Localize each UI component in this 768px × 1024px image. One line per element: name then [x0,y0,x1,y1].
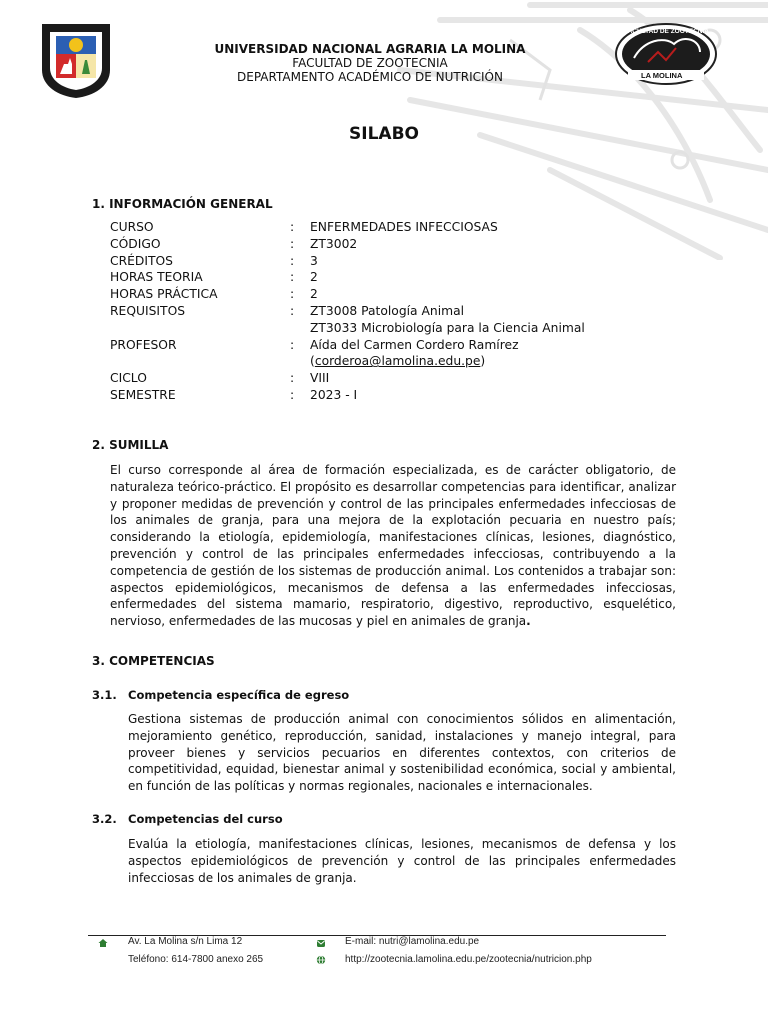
competencia-egreso-paragraph: Gestiona sistemas de producción animal con conocimientos sólidos en alimentación, mejoramiento genético, reproducción, sanidad, instalaciones y manejo integral, para proveer bienes y servicios pecuarios en diferentes contextos, con criterios de competitividad, equidad, bienestar animal y sostenibilidad económica, social y ambiental, en función de las políticas y normas regionales, nacionales e internacionales. [128,712,676,794]
info-value: ZT3033 Microbiología para la Ciencia Animal [310,320,585,335]
info-label: SEMESTRE [110,387,176,402]
info-value: 2 [310,287,318,302]
colon: : [290,387,295,402]
colon: : [290,371,295,386]
mail-icon [316,938,326,948]
info-label: PROFESOR [110,337,177,352]
faculty-name: FACULTAD DE ZOOTECNIA [292,56,448,70]
subsection-3-1-title: Competencia específica de egreso [128,688,350,702]
footer-phone: Teléfono: 614-7800 anexo 265 [128,954,264,965]
colon: : [290,236,295,251]
department-name: DEPARTAMENTO ACADÉMICO DE NUTRICIÓN [237,70,503,84]
colon: : [290,287,295,302]
info-value: ZT3008 Patología Animal [310,303,465,318]
info-label: CRÉDITOS [110,253,173,268]
sumilla-text: El curso corresponde al área de formación especializada, es de carácter obligatorio, de naturaleza teórico-práctico. El propósito es desarrollar competencias para identificar, analizar y proponer medidas de prevención y control de las principales enfermedades infecciosas de los animales de granja, para una mejora de la explotación pecuaria en nuestro país; considerando la etiología, epidemiología, manifestaciones clínicas, lesiones, diagnóstico, prevención y control de las principales enfermedades infecciosas, contribuyendo a la competencia de gestión de los sistemas de producción animal. Los contenidos a trabajar son: aspectos epidemiológicos, mecanismos de defensa a las enfermedades infecciosas, enfermedades del sistema mamario, respiratorio, digestivo, reproductivo, esquelético, nervioso, enfermedades de las mucosas y piel en animales de granja [110,463,676,629]
section-2-heading: 2. SUMILLA [92,438,169,452]
document-title: SILABO [349,124,419,144]
info-label: REQUISITOS [110,303,186,318]
sumilla-end: . [526,614,531,629]
section-1-heading: 1. INFORMACIÓN GENERAL [92,197,273,211]
info-value: 2023 - I [310,387,358,402]
info-value: ENFERMEDADES INFECCIOSAS [310,220,498,234]
paren-close: ) [480,354,486,369]
paren-open: ( [310,354,315,369]
sumilla-paragraph [110,462,676,630]
info-label: CICLO [110,371,147,386]
section-3-heading: 3. COMPETENCIAS [92,654,215,668]
colon: : [290,220,295,234]
colon: : [290,270,295,285]
faculty-logo-bottom-text: LA MOLINA [641,71,683,80]
footer-address: Av. La Molina s/n Lima 12 [128,936,243,947]
colon: : [290,337,295,352]
info-label: HORAS TEORIA [110,270,203,285]
colon: : [290,253,295,268]
info-value: 2 [310,270,318,285]
info-label: CURSO [110,220,154,234]
info-value: Aída del Carmen Cordero Ramírez [310,337,519,352]
subsection-3-2-title: Competencias del curso [128,812,283,826]
colon: : [290,303,295,318]
home-icon [98,938,108,948]
subsection-3-2-number: 3.2. [92,812,117,826]
info-label: CÓDIGO [110,236,161,251]
info-value: ZT3002 [310,236,358,251]
info-value: VIII [310,371,330,386]
professor-email-link[interactable]: corderoa@lamolina.edu.pe [314,354,481,369]
document-header [160,42,580,84]
university-name: UNIVERSIDAD NACIONAL AGRARIA LA MOLINA [214,42,526,56]
footer-email[interactable]: E-mail: nutri@lamolina.edu.pe [345,936,480,947]
competencias-curso-paragraph: Evalúa la etiología, manifestaciones clínicas, lesiones, mecanismos de defensa y los aspectos epidemiológicos de prevención y control de las principales enfermedades infecciosas de los animales de granja. [128,837,676,885]
info-label: HORAS PRÁCTICA [110,287,218,302]
faculty-logo-top-text: FACULTAD DE ZOOTECNIA [624,28,709,35]
subsection-3-1-number: 3.1. [92,688,117,702]
globe-icon [316,955,326,965]
info-value: 3 [310,253,318,268]
info-value [310,354,485,368]
footer-website[interactable]: http://zootecnia.lamolina.edu.pe/zootecnia/nutricion.php [345,954,592,965]
university-shield-logo [38,20,114,100]
